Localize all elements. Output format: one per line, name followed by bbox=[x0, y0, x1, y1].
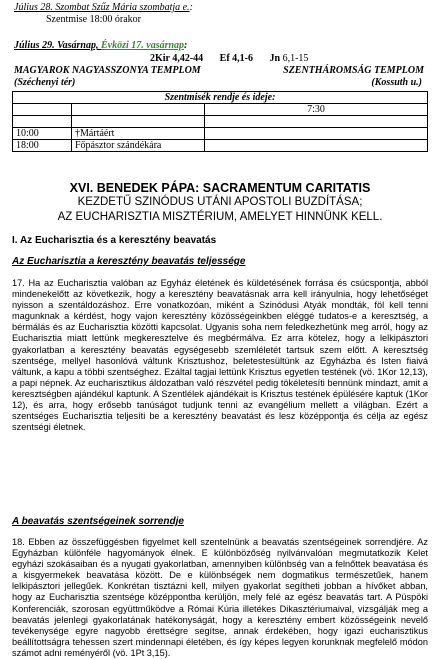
saturday-line: Július 28. Szombat Szűz Mária szombatja e.: bbox=[14, 2, 193, 13]
table-row bbox=[13, 128, 428, 140]
sunday-feast: Évközi 17. vasárnap bbox=[100, 40, 185, 51]
paragraph-18: 18. Ebben az összefüggésben figyelmet kell szentelnünk a beavatás szentségeinek sorrendjére. Az Egyházban különféle hagyományok élnek. E különbözőség nyilvánvalóan megmutatkozik Kelet egyházi szokásaiban és a nyugati gyakorlatban, amennyiben különbség van a felnőttek beavatása és a kisgyermekek beavatása között. De e különbségek nem dogmatikus természetűek, hanem lelkipásztori jellegűek. Konkrétan tisztázni kell, milyen gyakorlat segítheti jobban a hívőket abban, hogy az Eucharisztia szentsége középpontba kerüljön, mely felé az egész beavatás tart. A Püspöki Konferenciák, szorosan együttműködve a Római Kúria illetékes Dikasztériumaival, vizsgálják meg a beavatás jelenlegi gyakorlatának hatékonyságát, hogy a keresztény embert közösségeink nevelő tevékenysége egyre nagyobb érettségre segítse, annak érdekében, hogy igazi eucharisztikus beállítottságra tehessen szert mindennapi életében, és így képes legyen korunknak megfelelő módon számot adni reményéről (vö. 1Pt 3,15). bbox=[12, 537, 428, 658]
section-heading-1: I. Az Eucharisztia és a keresztény beavatás bbox=[12, 235, 217, 246]
schedule-right-time: 7:30 bbox=[307, 104, 325, 115]
saturday-mass-time: Szentmise 18:00 órakor bbox=[46, 14, 141, 25]
reading-3-label: Jn bbox=[269, 53, 281, 64]
document-title: XVI. BENEDEK PÁPA: SACRAMENTUM CARITATIS bbox=[69, 181, 371, 195]
sunday-line: Július 29. Vasárnap, Évközi 17. vasárnap: bbox=[14, 40, 188, 51]
document-subtitle-2: AZ EUCHARISZTIA MISZTÉRIUM, AMELYET HINNÜNK KELL. bbox=[57, 211, 383, 223]
section-subheading-1: Az Eucharisztia a keresztény beavatás teljessége bbox=[12, 256, 246, 267]
table-row bbox=[13, 140, 428, 152]
place-right: (Kossuth u.) bbox=[371, 77, 422, 88]
schedule-time: 10:00 bbox=[13, 128, 72, 140]
church-left: MAGYAROK NAGYASSZONYA TEMPLOM bbox=[14, 65, 201, 76]
sunday-date: Július 29. Vasárnap, bbox=[14, 40, 101, 51]
reading-3-ref: 6,1-15 bbox=[282, 53, 309, 64]
schedule-intention: †Mártáért bbox=[72, 128, 205, 140]
section-subheading-2: A beavatás szentségeinek sorrendje bbox=[12, 516, 184, 527]
paragraph-17: 17. Ha az Eucharisztia valóban az Egyház életének és küldetésének forrása és csúcspontja, abból mindenekelőtt az következik, hogy a keresztény beavatásnak arra kell irányulnia, hogy lehetőséget nyisson a szentáldozáshoz. Erre vonatkozóan, miként a Szinódusi Atyák mondták, föl kell tenni magunknak a kérdést, hogy vajon keresztény közösségeinkben eléggé tudatos-e a keresztség, a bérmálás és az Eucharisztia közötti kapcsolat. Ugyanis soha nem feledkezhetünk meg arról, hogy az Eucharisztia miatt lettünk megkeresztelve és megbérmálva. Ez arra kötelez, hogy a lelkipásztori gyakorlatban a keresztény beavatás egységesebb szemléletét tartsuk szem előtt. A keresztség szentsége, mellyel hasonlóvá váltunk Krisztushoz, beletestesültünk az Egyházba és Isten fiaivá váltunk, a kapu a többi szentséghez. Ezáltal tagjai lettünk Krisztus egyetlen testének (vö. 1Kor 12,13), a papi népnek. Az eucharisztikus áldozatban való részvétel pedig tökéletesíti bennünk mindazt, amit a keresztségben ajándékul kaptunk. A Szentlélek ajándékait is Krisztus testének épülésére kaptuk (1Kor 12), és arra, hogy erősebb tanúságot tudjunk tenni az evangélium mellett a világban. Ezért a szentséges Eucharisztia teljesíti be a keresztény beavatást és lesz középpontja és célja az egész szentségi életnek. bbox=[12, 278, 428, 433]
saturday-date: Július 28. Szombat Szűz Mária szombatja e. bbox=[14, 2, 190, 13]
mass-schedule-table bbox=[12, 91, 428, 152]
document-subtitle-1: KEZDETŰ SZINÓDUS UTÁNI APOSTOLI BUZDÍTÁSA; bbox=[77, 196, 363, 208]
readings bbox=[150, 53, 308, 64]
church-right: SZENTHÁROMSÁG TEMPLOM bbox=[283, 65, 424, 76]
reading-2: Ef 4,1-6 bbox=[219, 53, 253, 64]
schedule-title: Szentmisék rendje és ideje: bbox=[13, 92, 428, 104]
reading-1: 2Kir 4,42-44 bbox=[150, 53, 204, 64]
schedule-time: 18:00 bbox=[13, 140, 72, 152]
schedule-intention: Főpásztor szándékára bbox=[72, 140, 205, 152]
place-left: (Széchenyi tér) bbox=[14, 77, 76, 88]
